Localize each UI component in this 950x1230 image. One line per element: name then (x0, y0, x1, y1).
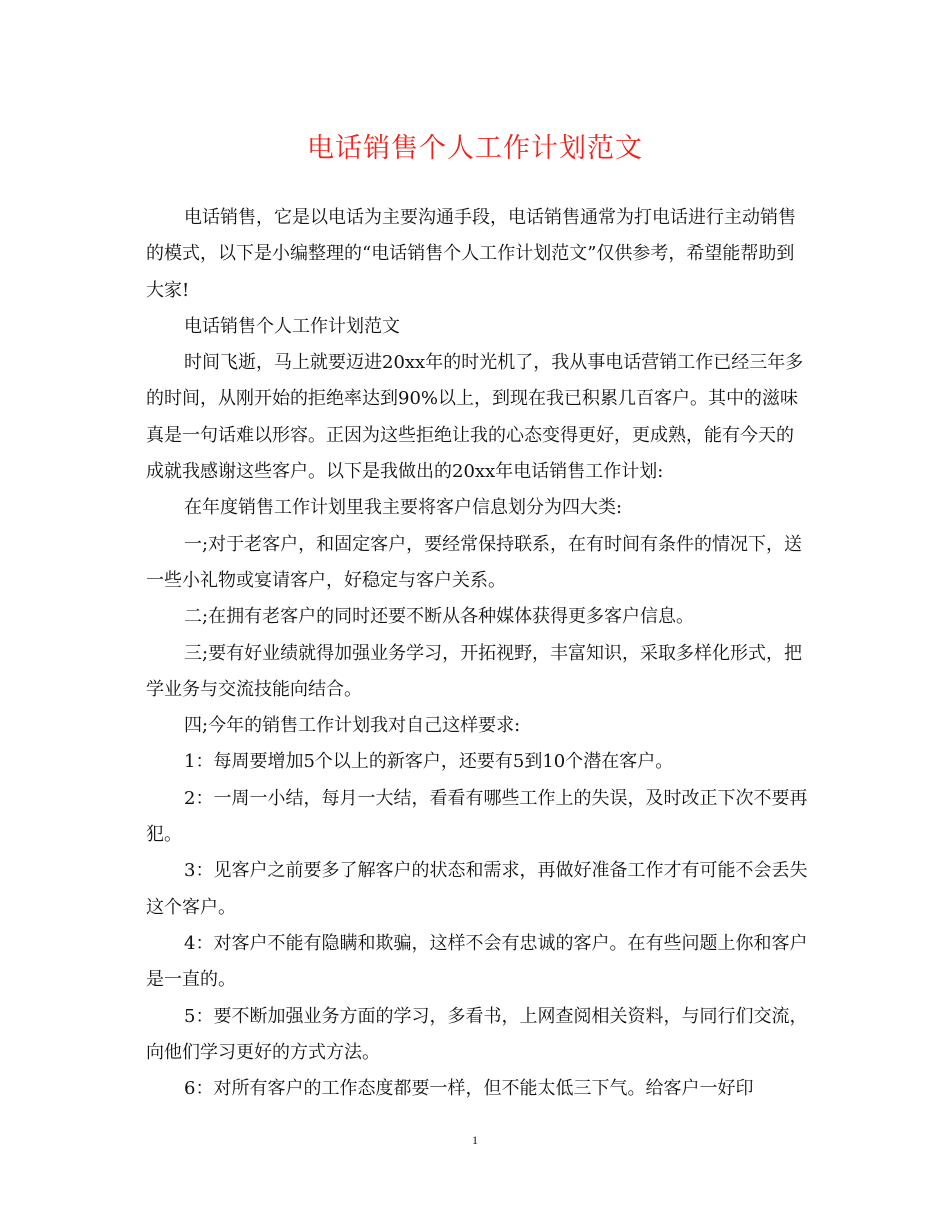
paragraph-goal-4: 4：对客户不能有隐瞒和欺骗，这样不会有忠诚的客户。在有些问题上你和客户是一直的。 (146, 932, 808, 991)
paragraph-goal-1: 1：每周要增加5个以上的新客户，还要有5到10个潜在客户。 (184, 751, 674, 773)
paragraph-intro: 电话销售，它是以电话为主要沟通手段，电话销售通常为打电话进行主动销售的模式，以下是小编整理的“电话销售个人工作计划范文”仅供参考，希望能帮助到大家! (146, 207, 796, 301)
paragraph-goal-5: 5：要不断加强业务方面的学习，多看书，上网查阅相关资料，与同行们交流，向他们学习更好的方式方法。 (146, 1005, 808, 1063)
paragraph-goal-3: 3：见客户之前要多了解客户的状态和需求，再做好准备工作才有可能不会丢失这个客户。 (146, 860, 808, 918)
paragraph-item-2: 二;在拥有老客户的同时还要不断从各种媒体获得更多客户信息。 (184, 606, 695, 628)
document-body (146, 200, 810, 1107)
page-number: 1 (472, 1133, 478, 1147)
paragraph-goal-6: 6：对所有客户的工作态度都要一样，但不能太低三下气。给客户一好印 (184, 1078, 754, 1100)
document-title: 电话销售个人工作计划范文 (307, 133, 643, 164)
paragraph-categories: 在年度销售工作计划里我主要将客户信息划分为四大类: (184, 497, 623, 519)
paragraph-item-1: 一;对于老客户，和固定客户，要经常保持联系，在有时间有条件的情况下，送一些小礼物或宴请客户，好稳定与客户关系。 (146, 533, 803, 591)
paragraph-item-3: 三;要有好业绩就得加强业务学习，开拓视野，丰富知识，采取多样化形式，把学业务与交流技能向结合。 (146, 642, 803, 700)
paragraph-subtitle: 电话销售个人工作计划范文 (184, 315, 400, 337)
paragraph-overview: 时间飞逝，马上就要迈进20xx年的时光机了，我从事电话营销工作已经三年多的时间，从刚开始的拒绝率达到90%以上，到现在我已积累几百客户。其中的滋味真是一句话难以形容。正因为这些拒绝让我的心态变得更好，更成熟，能有今天的成就我感谢这些客户。以下是我做出的20xx年电话销售工作计划: (146, 352, 804, 483)
paragraph-item-4: 四;今年的销售工作计划我对自己这样要求: (184, 715, 521, 737)
paragraph-goal-2: 2：一周一小结，每月一大结，看看有哪些工作上的失误，及时改正下次不要再犯。 (146, 787, 808, 846)
